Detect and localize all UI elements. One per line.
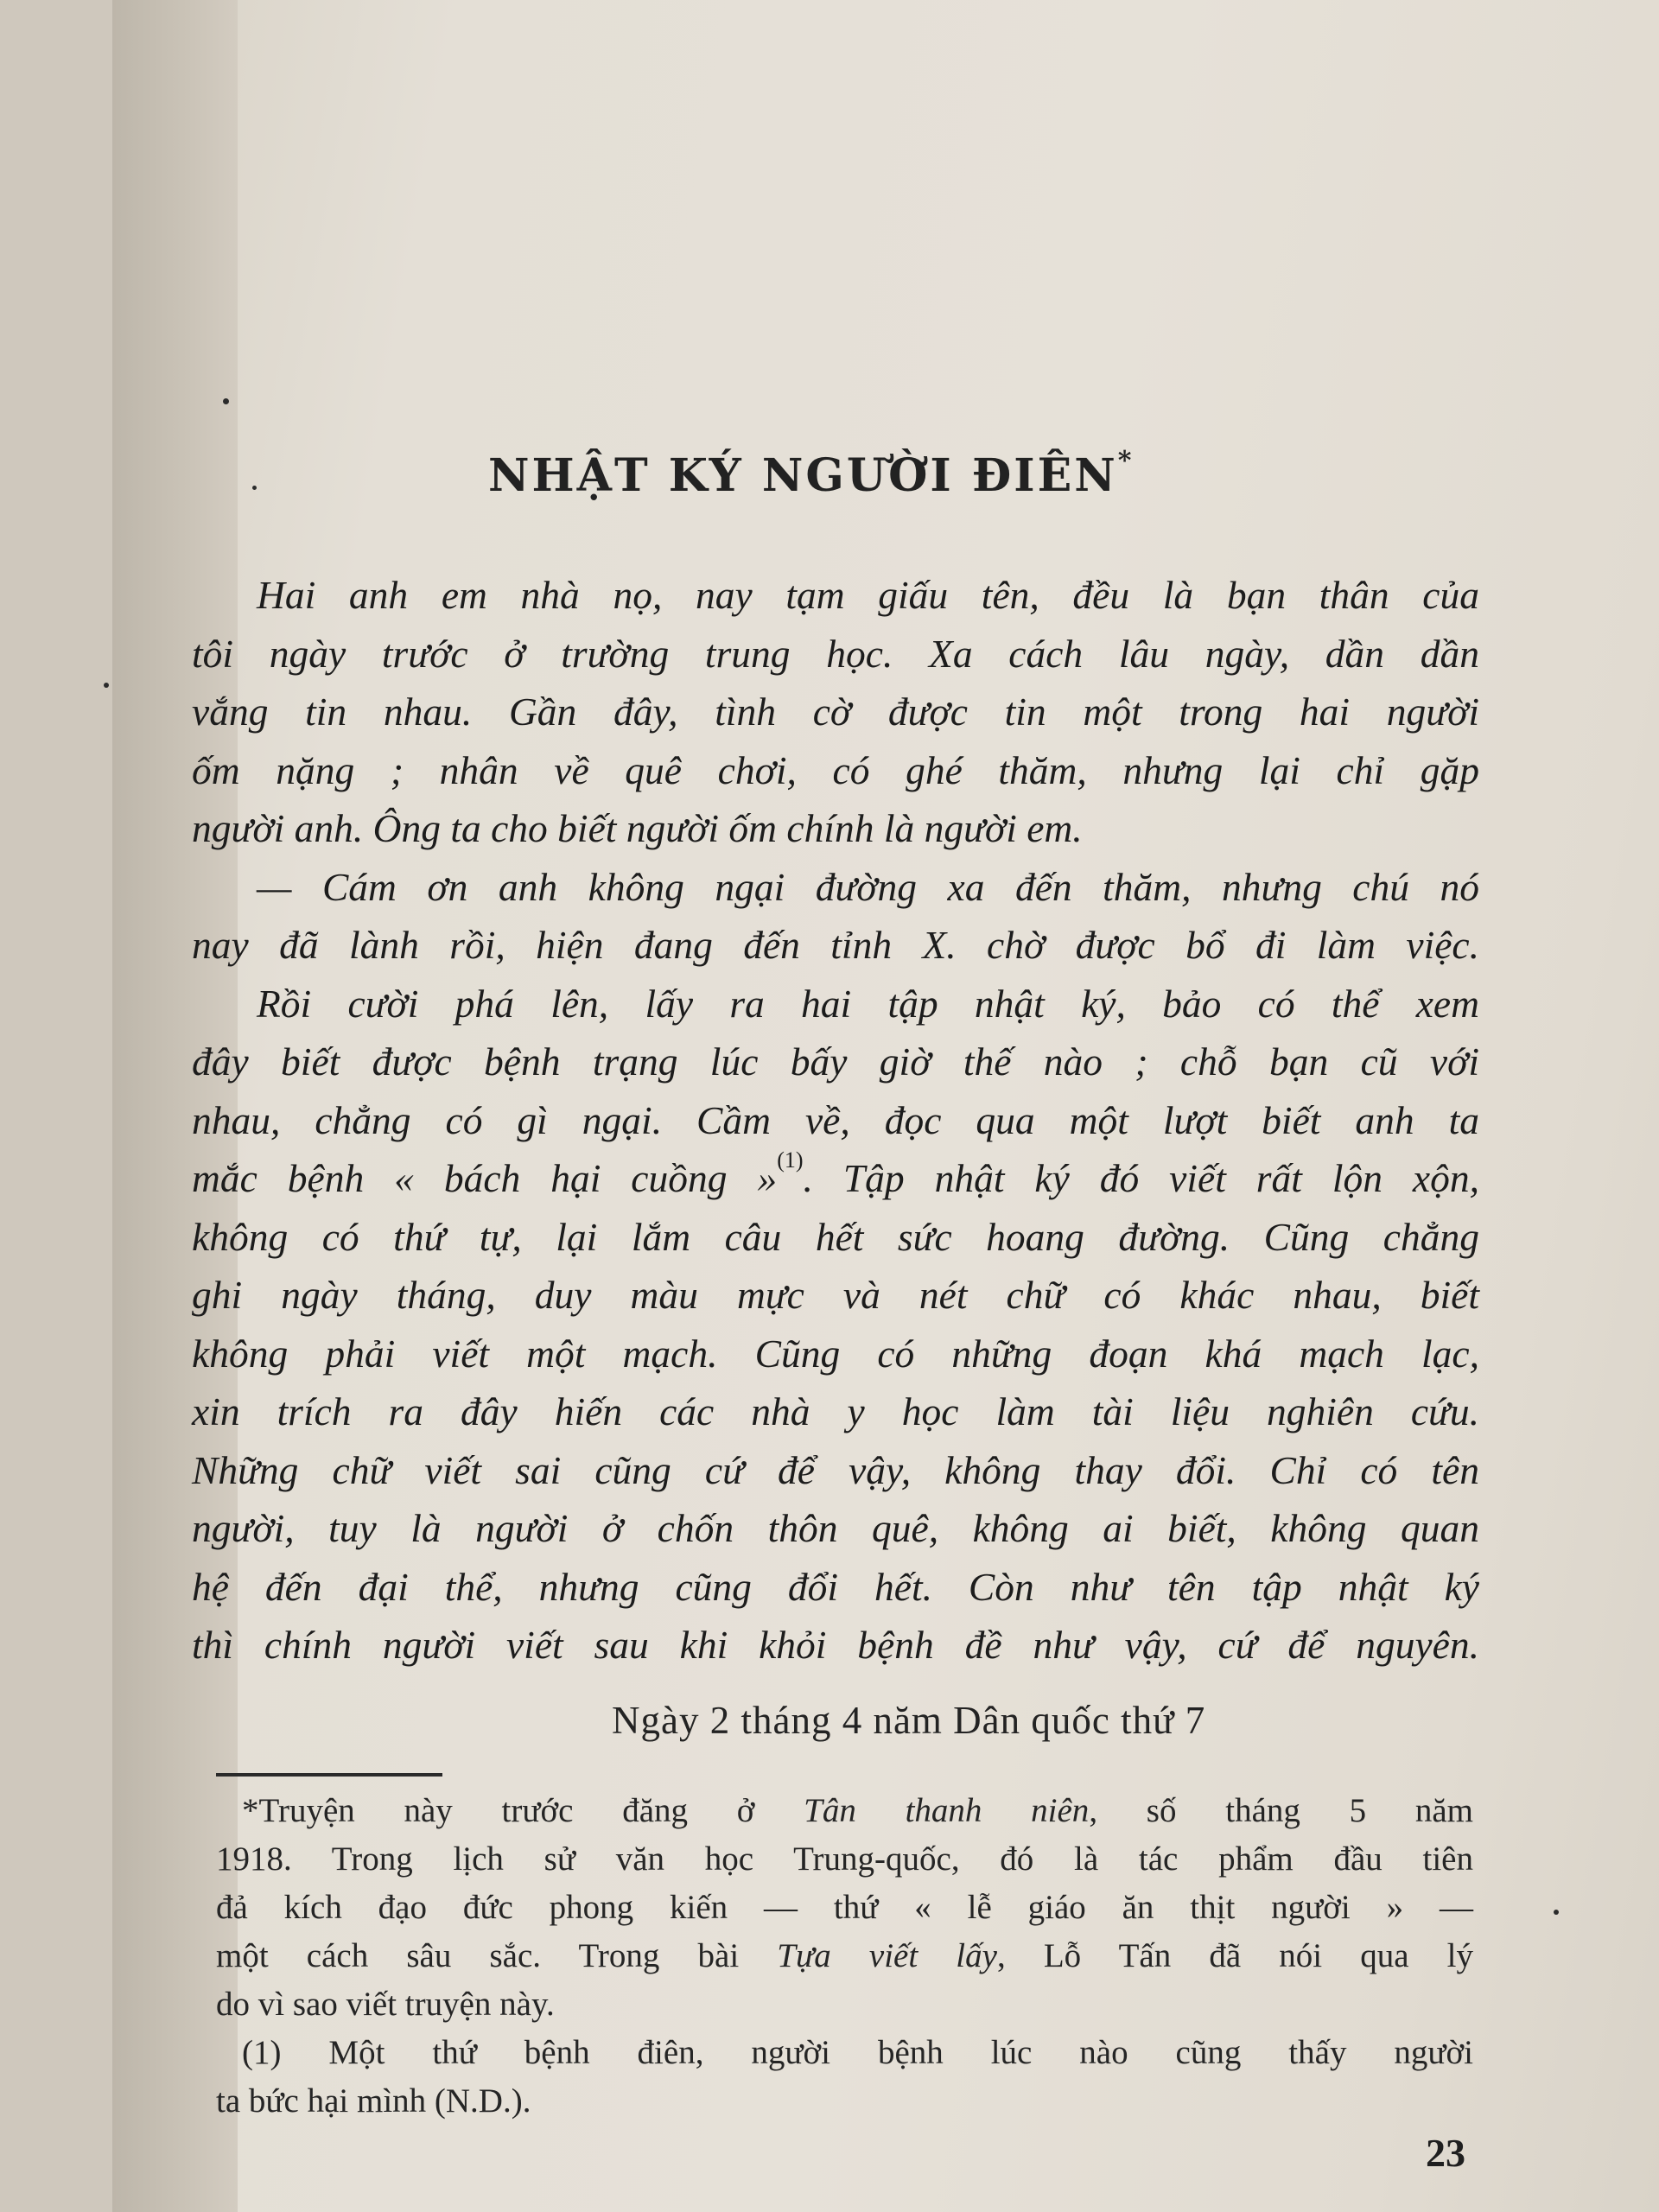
text-line: tôi ngày trước ở trường trung học. Xa cách lâu ngày, dần dần [192,631,1479,676]
footnote-line: ta bức hại mình (N.D.). [216,2082,531,2120]
footnote-reference: (1) [777,1147,804,1173]
text-line: ốm nặng ; nhân về quê chơi, có ghé thăm, nhưng lại chỉ gặp [192,747,1479,792]
text-line: đây biết được bệnh trạng lúc bấy giờ thế nào ; chỗ bạn cũ với [192,1039,1479,1084]
italic-title: Tân thanh niên [804,1792,1090,1829]
text-fragment: , Lỗ Tấn đã nói qua lý [996,1937,1474,1974]
title-footnote-mark: * [1117,446,1135,476]
text-line: ghi ngày tháng, duy màu mực và nét chữ có khác nhau, biết [192,1273,1479,1317]
footnote-divider [216,1773,442,1777]
italic-title: Tựa viết lấy [777,1937,997,1974]
chapter-title [488,446,1197,502]
text-line: xin trích ra đây hiến các nhà y học làm tài liệu nghiên cứu. [192,1389,1479,1433]
chapter-title-text: NHẬT KÝ NGƯỜI ĐIÊN [488,449,1118,502]
text-fragment: *Truyện này trước đăng ở [242,1792,755,1829]
footnote-line: 1918. Trong lịch sử văn học Trung-quốc, đó là tác phẩm đầu tiên [216,1840,1473,1878]
footnotes [216,1787,1473,2126]
text-line: Những chữ viết sai cũng cứ để vậy, không thay đổi. Chỉ có tên [192,1447,1479,1492]
text-fragment: , số tháng 5 năm [1089,1792,1474,1829]
text-line: thì chính người viết sau khi khỏi bệnh đề như vậy, cứ để nguyên. [192,1623,1479,1667]
text-line: không phải viết một mạch. Cũng có những đoạn khá mạch lạc, [192,1331,1479,1376]
text-line: vắng tin nhau. Gần đây, tình cờ được tin một trong hai người [192,690,1479,734]
paper-speck [252,486,257,490]
paper-speck [1554,1910,1559,1915]
text-line: nay đã lành rồi, hiện đang đến tỉnh X. chờ được bổ đi làm việc. [192,923,1479,967]
text-line: hệ đến đại thể, nhưng cũng đổi hết. Còn như tên tập nhật ký [192,1564,1479,1609]
text-line: người, tuy là người ở chốn thôn quê, không ai biết, không quan [192,1506,1479,1550]
text-line-with-footnote [192,1149,1479,1208]
paper-speck [104,683,109,688]
page-number: 23 [1426,2131,1465,2175]
text-fragment: mắc bệnh « bách hại cuồng » [192,1156,778,1200]
text-fragment: . Tập nhật ký đó viết rất lộn xộn, [803,1156,1479,1200]
footnote-line: đả kích đạo đức phong kiến — thứ « lễ giáo ăn thịt người » — [216,1889,1473,1926]
paper-speck [223,398,229,404]
footnote-line: do vì sao viết truyện này. [216,1986,555,2023]
text-line: nhau, chẳng có gì ngại. Cầm về, đọc qua một lượt biết anh ta [192,1097,1479,1142]
text-line: Rồi cười phá lên, lấy ra hai tập nhật ký, bảo có thể xem [257,981,1479,1026]
text-line: người anh. Ông ta cho biết người ốm chính là người em. [192,806,1083,850]
body-text [192,566,1479,1675]
text-line: Hai anh em nhà nọ, nay tạm giấu tên, đều là bạn thân của [257,573,1479,617]
date-line: Ngày 2 tháng 4 năm Dân quốc thứ 7 [612,1699,1206,1742]
text-line: không có thứ tự, lại lắm câu hết sức hoang đường. Cũng chẳng [192,1214,1479,1259]
footnote-line: (1) Một thứ bệnh điên, người bệnh lúc nào cũng thấy người [242,2034,1473,2071]
text-fragment: một cách sâu sắc. Trong bài [216,1937,740,1974]
text-line: — Cám ơn anh không ngại đường xa đến thăm, nhưng chú nó [257,864,1479,909]
footnote-line [216,1787,1473,1835]
footnote-line [216,1932,1473,1980]
